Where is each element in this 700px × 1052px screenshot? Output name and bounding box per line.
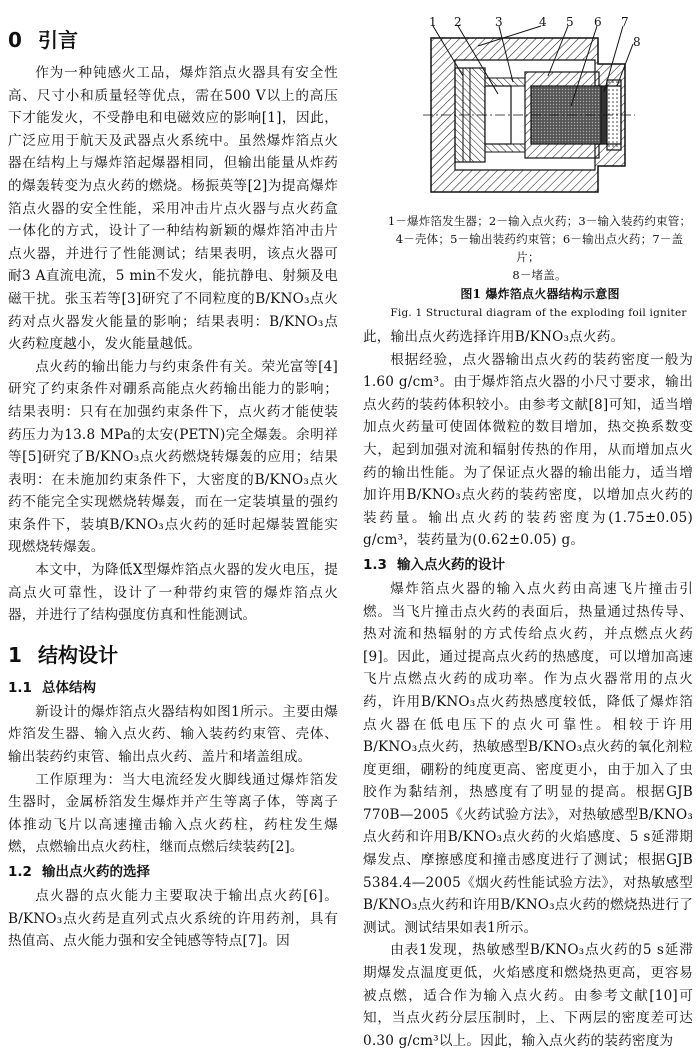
subsection-heading-output-charge: 1.2 输出点火药的选择 [8, 864, 150, 880]
output-charge-paragraph-1-continued: 此，输出点火药选择许用B/KNO₃点火药。 [363, 329, 625, 345]
subsection-heading-overall-structure: 1.1 总体结构 [8, 679, 96, 696]
left-column [8, 26, 338, 953]
label-8: 8 [633, 35, 641, 49]
right-column [363, 16, 693, 1052]
intro-paragraph-3: 本文中，为降低X型爆炸箔点火器的发火电压，提高点火可靠性，设计了一种带约束管的爆炸箔点火器，并进行了结构强度仿真和性能测试。 [8, 562, 338, 624]
overall-structure-paragraph-2: 工作原理为：当大电流经发火脚线通过爆炸箔发生器时，金属桥箔发生爆炸并产生等离子体，等离子体推动飞片以高速撞击输入点火药柱，药柱发生爆燃，点燃输出点火药柱，继而点燃后续装药[2]。 [8, 771, 338, 856]
label-5: 5 [566, 16, 574, 29]
label-7: 7 [621, 16, 629, 29]
figure-1 [363, 16, 693, 322]
overall-structure-paragraph-1: 新设计的爆炸箔点火器结构如图1所示。主要由爆炸箔发生器、输入点火药、输入装药约束管、壳体、输出装药约束管、输出点火药、盖片和堵盖组成。 [8, 703, 338, 766]
label-6: 6 [594, 16, 602, 29]
output-charge-paragraph-2: 根据经验，点火器输出点火药的装药密度一般为1.60 g/cm³。由于爆炸箔点火器的小尺寸要求，输出点火药的装药体积较小。由参考文献[8]可知，适当增加点火药量可使固体微粒的数目增加，热交换系数变大，起到加强对流和辐射传热的作用，从而增加点火药的输出性能。为了保证点火器的输出能力，适当增加许用B/KNO₃点火药的装药密度，以增加点火药的装药量。输出点火药的装药密度为(1.75±0.05) g/cm³，装药量为(0.62±0.05) g。 [363, 351, 693, 549]
intro-paragraph-1: 作为一种钝感火工品，爆炸箔点火器具有安全性高、尺寸小和质量轻等优点，需在500 V以上的高压下才能发火，不受静电和电磁效应的影响[1]，因此，广泛应用于航天及武器点火系统中。虽然爆炸箔点火器在结构上与爆炸箔起爆器相同，但输出能量从炸药的爆轰转变为点火药的燃烧。杨振英等[2]为提高爆炸箔点火器的安全性能，采用冲击片点火器与点火药盒一体化的方式，设计了一种结构新颖的爆炸箔冲击片点火器，并进行了性能测试；结果表明，该点火器可耐3 A直流电流，5 min不发火，能抗静电、射频及电磁干扰。张玉若等[3]研究了不同粒度的B/KNO₃点火药对点火器发火能量的影响；结果表明：B/KNO₃点火药粒度越小，发火能量越低。 [8, 65, 338, 353]
figure-legend-line-3: 8－堵盖。 [512, 268, 567, 282]
input-charge-paragraph-2: 由表1发现，热敏感型B/KNO₃点火药的5 s延滞期爆发点温度更低，火焰感度和燃烧热更高，更容易被点燃，适合作为输入点火药。由参考文献[10]可知，当点火药分层压制时，上、下两层的密度差可达0.30 g/cm³以上。因此，输入点火药的装药密度为 [363, 942, 693, 1049]
label-4: 4 [539, 16, 547, 29]
section-heading-introduction: 0 引言 [8, 28, 78, 52]
label-1: 1 [429, 16, 437, 29]
label-2: 2 [454, 16, 462, 29]
figure-legend-line-2: 4－壳体；5－输出装药约束管；6－输出点火药；7－盖片； [395, 232, 684, 264]
figure-caption-en: Fig. 1 Structural diagram of the exploding foil igniter [390, 307, 687, 319]
output-charge-paragraph-1: 点火器的点火能力主要取决于输出点火药[6]。B/KNO₃点火药是直列式点火系统的许用药剂，具有热值高、点火能力强和安全钝感等特点[7]。因 [8, 888, 338, 950]
subsection-heading-input-charge: 1.3 输入点火药的设计 [363, 556, 505, 573]
igniter-structure-diagram [363, 16, 693, 212]
input-charge-paragraph-1: 爆炸箔点火器的输入点火药由高速飞片撞击引燃。当飞片撞击点火药的表面后，热量通过热传导、热对流和热辐射的方式传给点火药，并点燃点火药[9]。因此，通过提高点火药的热感度，可以增加高速飞片点燃点火药的成功率。作为点火器常用的点火药，许用B/KNO₃点火药热感度较低，降低了爆炸箔点火器在低电压下的点火可靠性。相较于许用B/KNO₃点火药，热敏感型B/KNO₃点火药的氧化剂粒度更细，硼粉的纯度更高、密度更小，由于加入了虫胶作为黏结剂，热感度有了明显的提高。根据GJB 770B—2005《火药试验方法》，对热敏感型B/KNO₃点火药和许用B/KNO₃点火药的火焰感度、5 s延滞期爆发点、摩擦感度和撞击感度进行了测试；根据GJB 5384.4—2005《烟火药性能试验方法》，对热敏感型B/KNO₃点火药和许用B/KNO₃点火药的燃烧热进行了测试。测试结果如表1所示。 [363, 580, 693, 936]
section-heading-structure: 1 结构设计 [8, 642, 118, 667]
figure-caption-zh: 图1 爆炸箔点火器结构示意图 [460, 287, 620, 301]
input-confinement-tube-lower [485, 144, 525, 152]
figure-legend-line-1: 1－爆炸箔发生器；2－输入点火药；3－输入装药约束管； [387, 214, 692, 228]
intro-paragraph-2: 点火药的输出能力与约束条件有关。荣光富等[4]研究了约束条件对硼系高能点火药输出能力的影响；结果表明：只有在加强约束条件下，点火药才能使装药压力为13.8 MPa的太安(PETN)完全爆轰。余明祥等[5]研究了B/KNO₃点火药燃烧转爆轰的应用；结果表明：在未施加约束条件下，大密度的B/KNO₃点火药不能完全实现燃烧转爆轰，而在一定装填量的强约束条件下，装填B/KNO₃点火药的延时起爆装置能实现燃烧转爆轰。 [8, 358, 338, 556]
label-3: 3 [495, 16, 503, 29]
